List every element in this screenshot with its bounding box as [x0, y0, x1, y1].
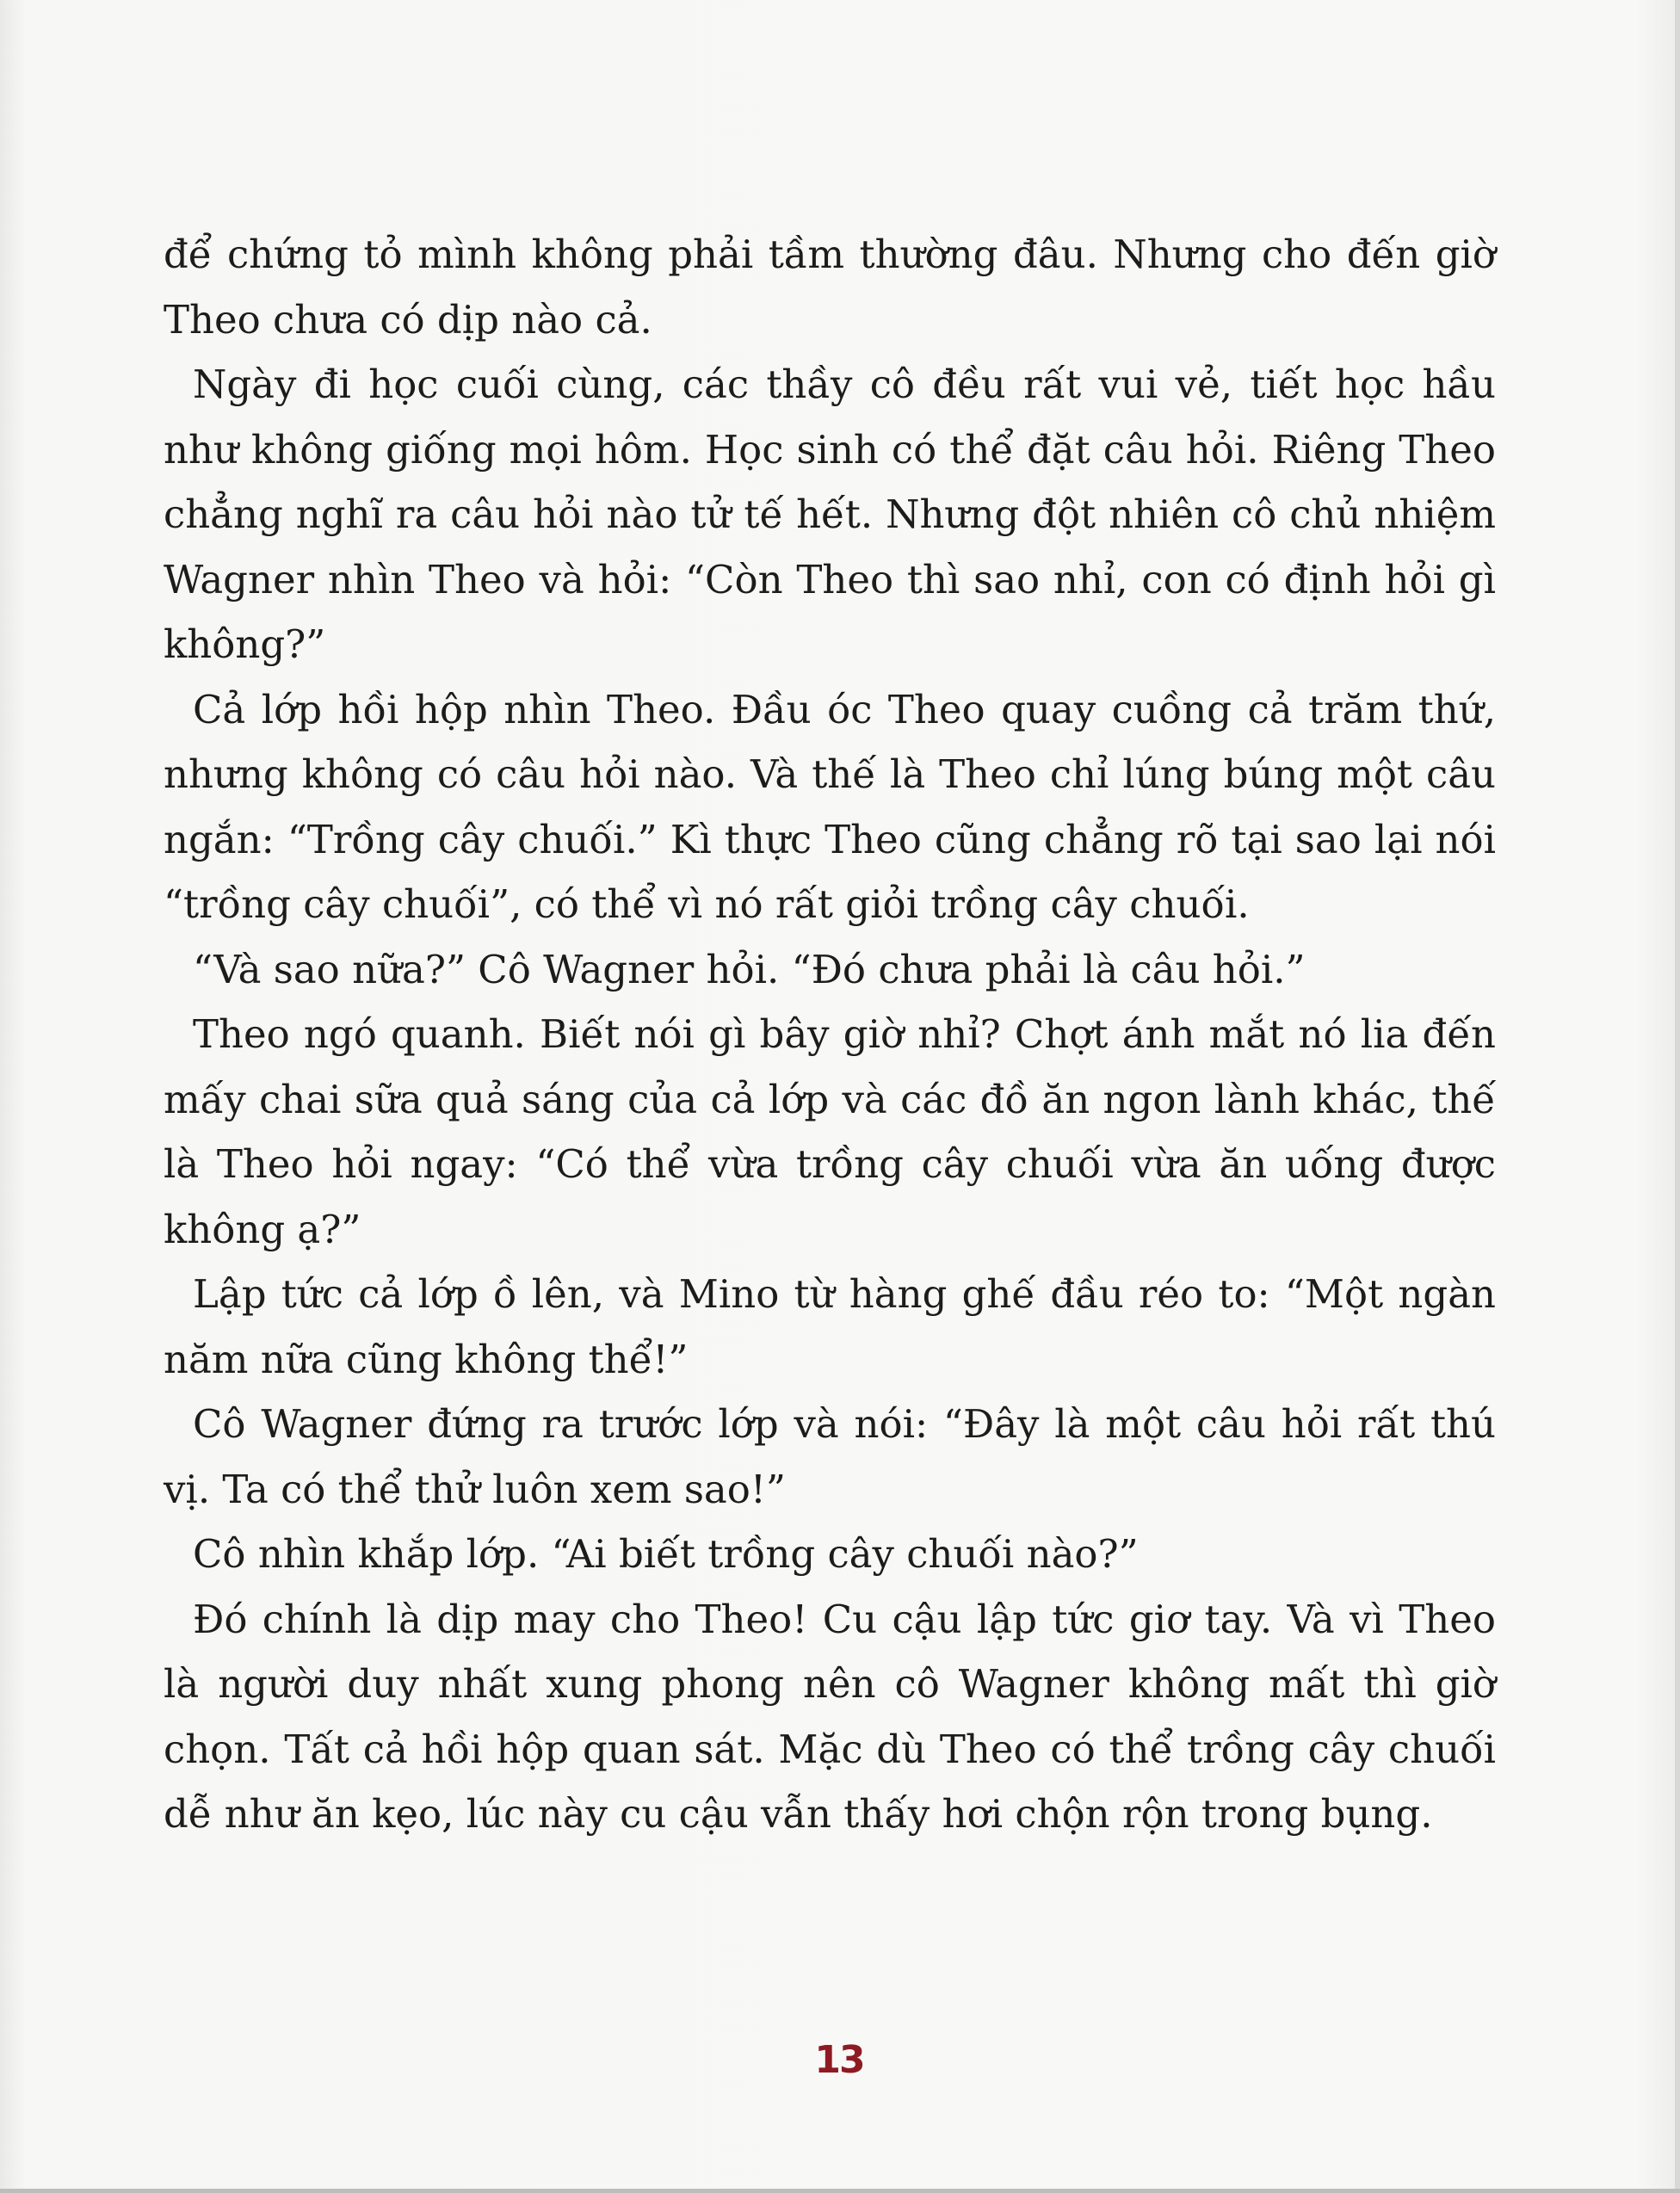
page-edge-bottom: [0, 2189, 1680, 2193]
page-edge-right: [1675, 0, 1680, 2193]
paragraph: Cả lớp hồi hộp nhìn Theo. Đầu óc Theo quay cuồng cả trăm thứ, nhưng không có câu hỏi nào. Và thế là Theo chỉ lúng búng một câu ngắn: “Trồng cây chuối.” Kì thực Theo cũng chẳng rõ tại sao lại nói “trồng cây chuối”, có thể vì nó rất giỏi trồng cây chuối.: [164, 686, 1496, 927]
paragraph: để chứng tỏ mình không phải tầm thường đâu. Nhưng cho đến giờ Theo chưa có dịp nào cả.: [164, 232, 1496, 343]
paragraph: Đó chính là dịp may cho Theo! Cu cậu lập tức giơ tay. Và vì Theo là người duy nhất xung phong nên cô Wagner không mất thì giờ chọn. Tất cả hồi hộp quan sát. Mặc dù Theo có thể trồng cây chuối dễ như ăn kẹo, lúc này cu cậu vẫn thấy hơi chộn rộn trong bụng.: [164, 1596, 1496, 1837]
paragraph: Lập tức cả lớp ồ lên, và Mino từ hàng ghế đầu réo to: “Một ngàn năm nữa cũng không thể!”: [164, 1271, 1496, 1382]
paragraph: “Và sao nữa?” Cô Wagner hỏi. “Đó chưa phải là câu hỏi.”: [193, 946, 1306, 992]
paragraph: Cô nhìn khắp lớp. “Ai biết trồng cây chuối nào?”: [193, 1531, 1139, 1577]
body-text: [164, 222, 1496, 1847]
paragraph: Cô Wagner đứng ra trước lớp và nói: “Đây là một câu hỏi rất thú vị. Ta có thể thử luôn xem sao!”: [164, 1401, 1496, 1512]
page-number: 13: [814, 2038, 864, 2082]
paragraph: Ngày đi học cuối cùng, các thầy cô đều rất vui vẻ, tiết học hầu như không giống mọi hôm. Học sinh có thể đặt câu hỏi. Riêng Theo chẳng nghĩ ra câu hỏi nào tử tế hết. Nhưng đột nhiên cô chủ nhiệm Wagner nhìn Theo và hỏi: “Còn Theo thì sao nhỉ, con có định hỏi gì không?”: [164, 361, 1496, 667]
paragraph: Theo ngó quanh. Biết nói gì bây giờ nhỉ? Chợt ánh mắt nó lia đến mấy chai sữa quả sáng của cả lớp và các đồ ăn ngon lành khác, thế là Theo hỏi ngay: “Có thể vừa trồng cây chuối vừa ăn uống được không ạ?”: [164, 1011, 1496, 1252]
